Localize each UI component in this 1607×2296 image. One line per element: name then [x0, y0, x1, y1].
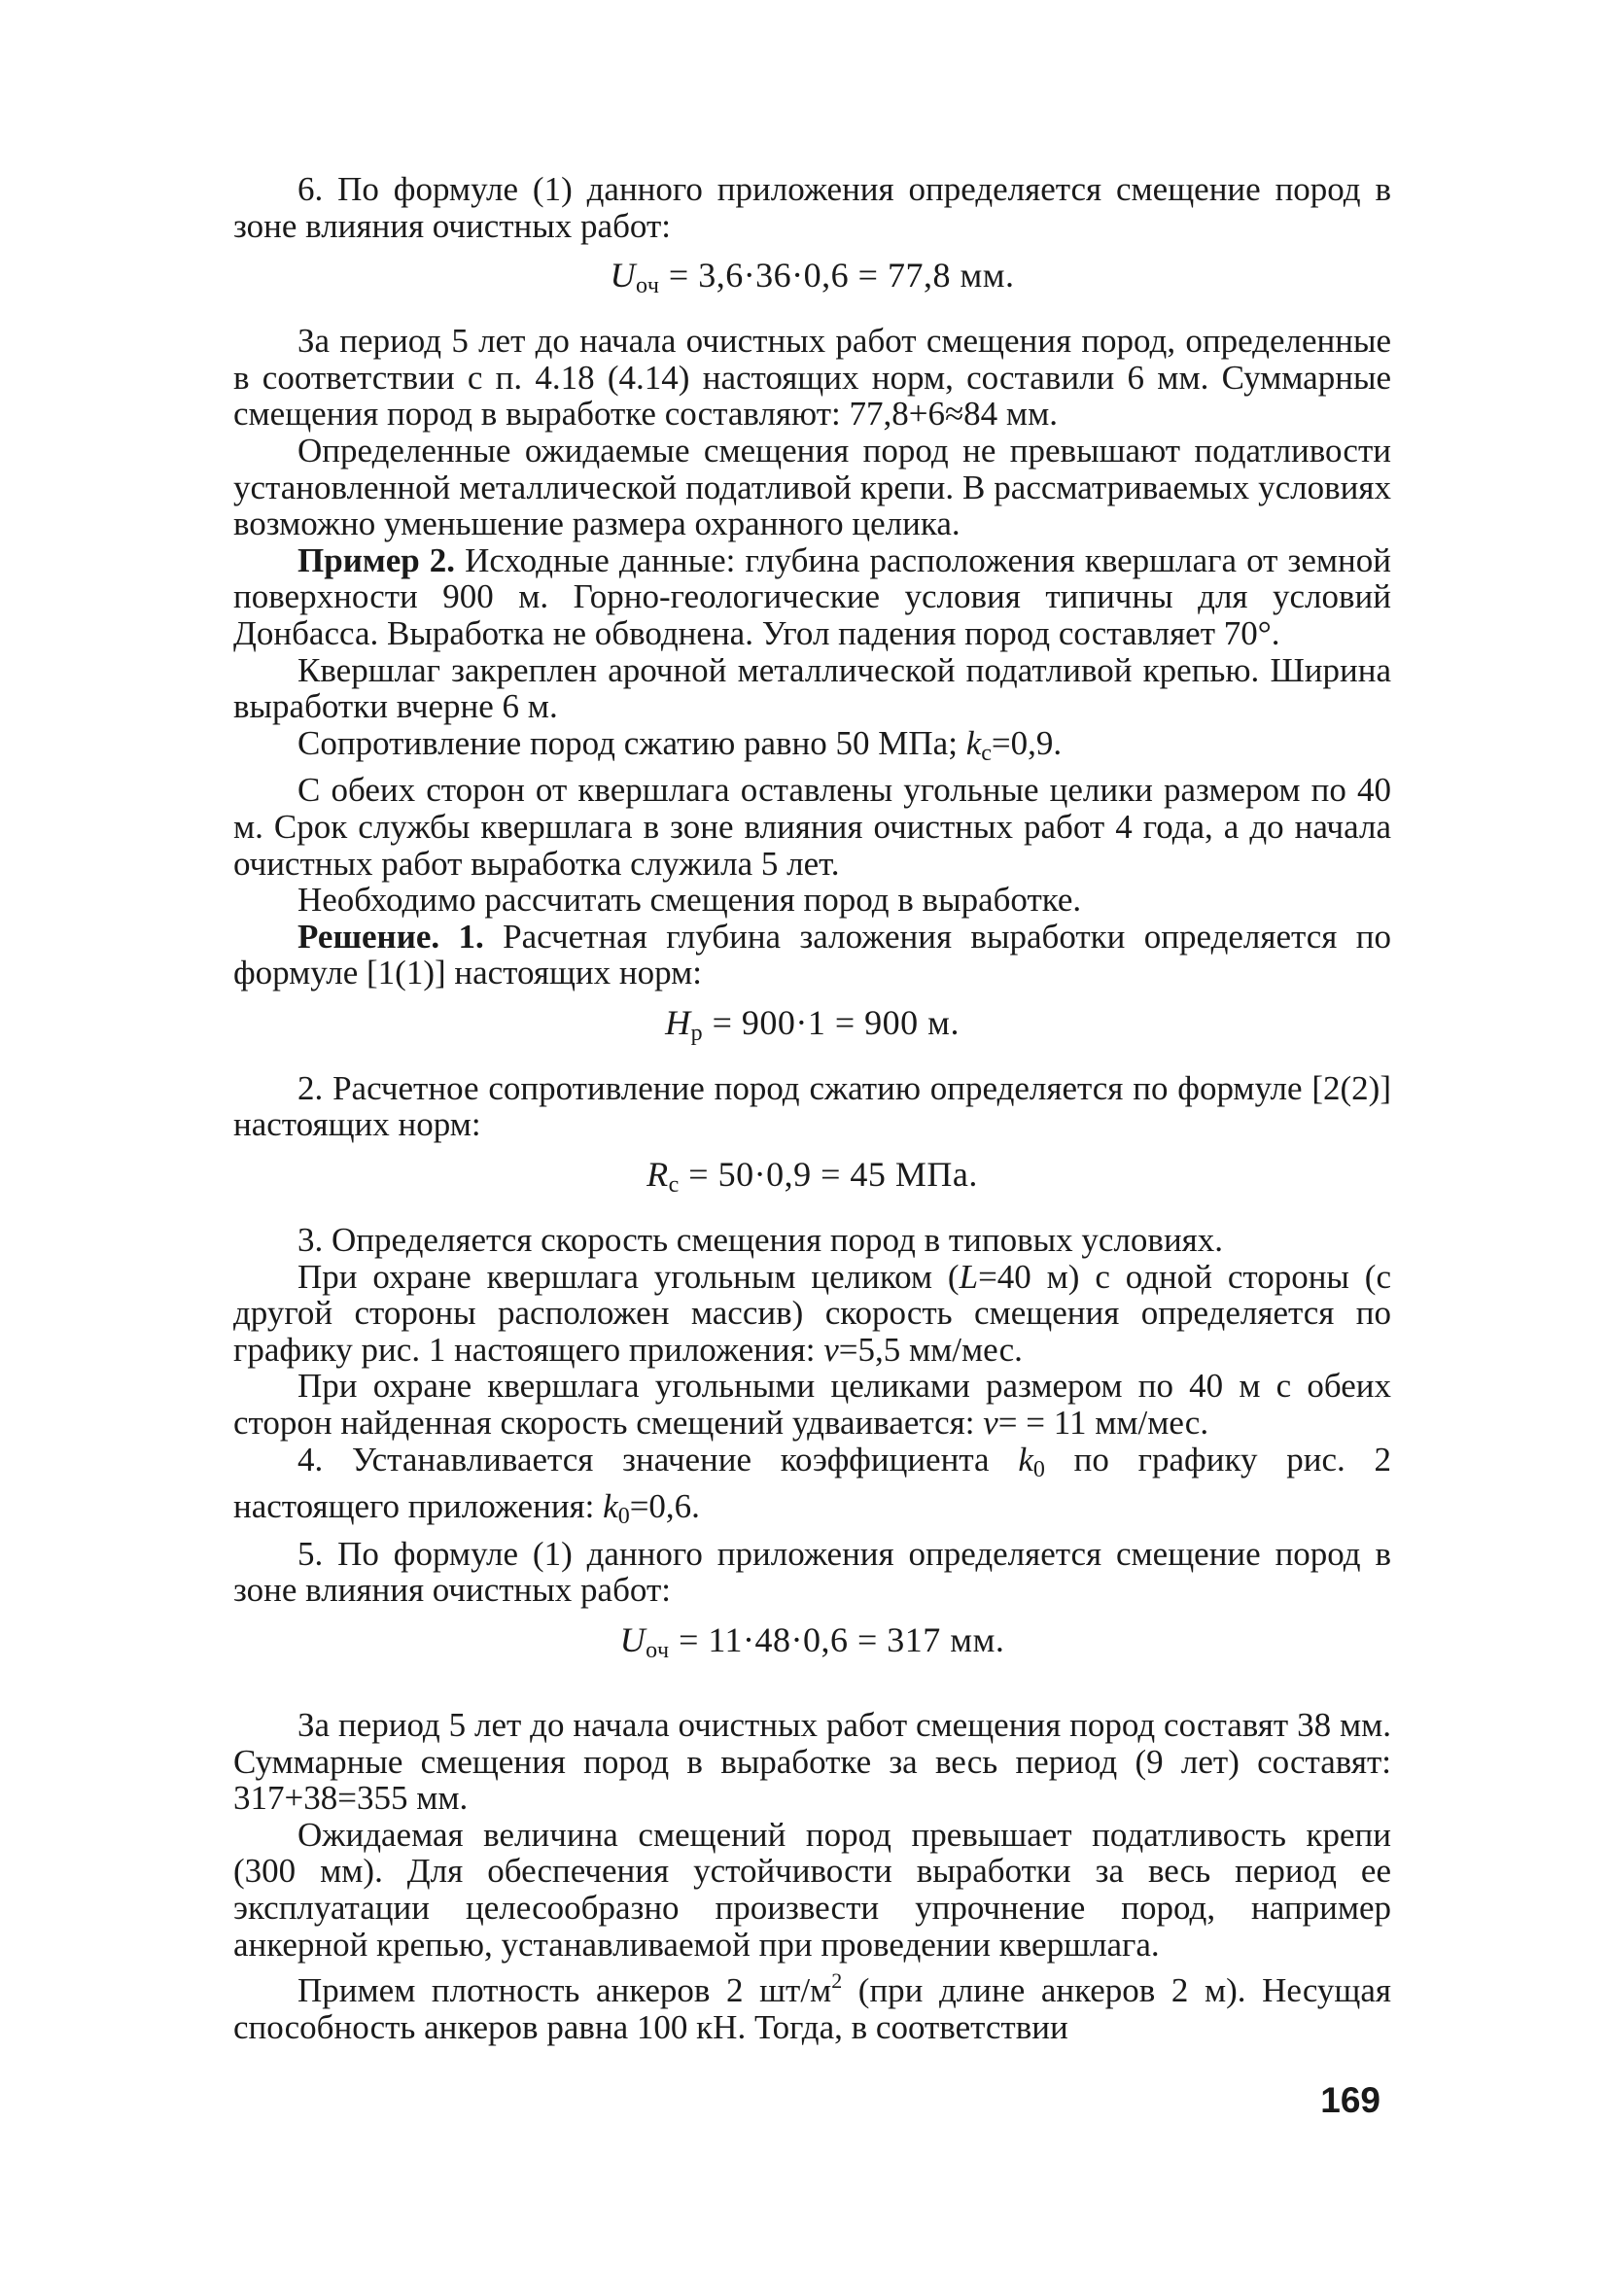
- text-part: Примем плотность анкеров 2 шт/м: [297, 1971, 832, 2010]
- formula-expression: = 900·1 = 900 м.: [703, 1002, 960, 1042]
- coef-k-value: =0,9.: [991, 723, 1063, 762]
- formula-symbol: H: [665, 1002, 691, 1042]
- symbol-k-subscript: 0: [617, 1504, 630, 1530]
- solution-text: Расчетная глубина заложения выработки определяется по формуле [1(1)] настоящих норм:: [233, 917, 1391, 992]
- formula-subscript: оч: [646, 1638, 670, 1663]
- formula-subscript: с: [668, 1172, 680, 1199]
- paragraph-period-5-years: За период 5 лет до начала очистных работ смещения пород, определенные в соответствии с п. 4.18 (4.14) настоящих норм, составили 6 мм. Суммарные смещения пород в выработке составляют: 77,8+6≈84 мм.: [233, 322, 1391, 434]
- paragraph-anchors: [233, 1963, 1391, 2045]
- paragraph-example-2: [233, 542, 1391, 652]
- paragraph-solution-3: 3. Определяется скорость смещения пород в типовых условиях.: [297, 1221, 1224, 1260]
- symbol-k-subscript: 0: [1032, 1456, 1045, 1482]
- formula-r-c: [233, 1155, 1391, 1204]
- text-part: по графику рис. 2 настоящего приложения:: [233, 1440, 1391, 1526]
- formula-subscript: р: [690, 1020, 704, 1046]
- formula-expression: = 11·48·0,6 = 317 мм.: [669, 1620, 1005, 1659]
- formula-expression: = 3,6·36·0,6 = 77,8 мм.: [659, 256, 1015, 296]
- paragraph-solution-5: 5. По формуле (1) данного приложения определяется смещение пород в зоне влияния очистных работ:: [233, 1534, 1391, 1610]
- text-part: При охране квершлага угольным целиком (: [297, 1257, 960, 1296]
- symbol-k: k: [603, 1487, 618, 1526]
- paragraph-period-total: За период 5 лет до начала очистных работ смещения пород составят 38 мм. Суммарные смещения пород в выработке за весь период (9 лет) составят: 317+38=355 мм.: [233, 1706, 1391, 1818]
- example-label: Пример 2.: [297, 540, 456, 579]
- text-part: =0,6.: [629, 1487, 700, 1526]
- text-part: =40 м) с одной стороны (с другой стороны расположен массив) скорость смещения определяется по графику рис. 1 настоящего приложения:: [233, 1257, 1391, 1369]
- example-text: Исходные данные: глубина расположения квершлага от земной поверхности 900 м. Горно-геологические условия типичны для условий Донбасса. Выработка не обводнена. Угол падения пород составляет 70°.: [233, 540, 1392, 652]
- formula-u-och-2: [233, 1620, 1391, 1670]
- coef-k-subscript: с: [981, 740, 992, 766]
- text-part: (при длине анкеров 2 м). Несущая способность анкеров равна 100 кН. Тогда, в соответствии: [233, 1971, 1391, 2046]
- formula-symbol: R: [646, 1155, 669, 1195]
- symbol-l: L: [959, 1257, 979, 1296]
- text-part: При охране квершлага угольными целиками размером по 40 м с обеих сторон найденная скорость смещений удваивается:: [233, 1367, 1391, 1443]
- paragraph-solution-4: [233, 1442, 1391, 1536]
- paragraph-conclusion-1: Определенные ожидаемые смещения пород не превышают податливости установленной металлической податливой крепи. В рассматриваемых условиях возможно уменьшение размера охранного целика.: [233, 431, 1391, 543]
- paragraph-support: Квершлаг закреплен арочной металлической податливой крепью. Ширина выработки вчерне 6 м.: [233, 650, 1391, 726]
- resistance-text: Сопротивление пород сжатию равно 50 МПа;: [297, 723, 966, 762]
- symbol-k: k: [1018, 1440, 1033, 1478]
- superscript: 2: [831, 1968, 843, 1994]
- coef-k-symbol: k: [965, 723, 982, 762]
- formula-subscript: оч: [635, 273, 660, 299]
- formula-expression: = 50·0,9 = 45 МПа.: [679, 1155, 978, 1195]
- formula-u-och-1: [233, 256, 1391, 305]
- text-part: 4. Устанавливается значение коэффициента: [297, 1440, 1019, 1478]
- formula-h-p: [233, 1003, 1391, 1053]
- paragraph-task: Необходимо рассчитать смещения пород в выработке.: [297, 881, 1082, 920]
- paragraph-one-pillar: [233, 1259, 1391, 1369]
- page-number: 169: [1320, 2080, 1380, 2120]
- symbol-v: v: [823, 1330, 839, 1369]
- paragraph-solution-2: 2. Расчетное сопротивление пород сжатию определяется по формуле [2(2)] настоящих норм:: [233, 1068, 1391, 1144]
- formula-symbol: U: [610, 256, 636, 296]
- paragraph-pillars: С обеих сторон от квершлага оставлены угольные целики размером по 40 м. Срок службы квершлага в зоне влияния очистных работ 4 года, а до начала очистных работ выработка служила 5 лет.: [233, 771, 1391, 883]
- paragraph-resistance: [233, 725, 1391, 773]
- paragraph-two-pillars: [233, 1368, 1391, 1441]
- symbol-v: v: [983, 1404, 998, 1443]
- paragraph-expected: Ожидаемая величина смещений пород превышает податливость крепи (300 мм). Для обеспечения устойчивости выработки за весь период ее эксплуатации целесообразно произвести упрочнение пород, например анкерной крепью, устанавливаемой при проведении квершлага.: [233, 1815, 1391, 1964]
- formula-symbol: U: [619, 1620, 646, 1659]
- solution-label: Решение. 1.: [297, 917, 484, 956]
- text-part: =5,5 мм/мес.: [838, 1330, 1023, 1369]
- paragraph-solution-1: [233, 919, 1391, 991]
- text-part: = = 11 мм/мес.: [997, 1404, 1209, 1443]
- paragraph-6: 6. По формуле (1) данного приложения определяется смещение пород в зоне влияния очистных работ:: [233, 170, 1391, 245]
